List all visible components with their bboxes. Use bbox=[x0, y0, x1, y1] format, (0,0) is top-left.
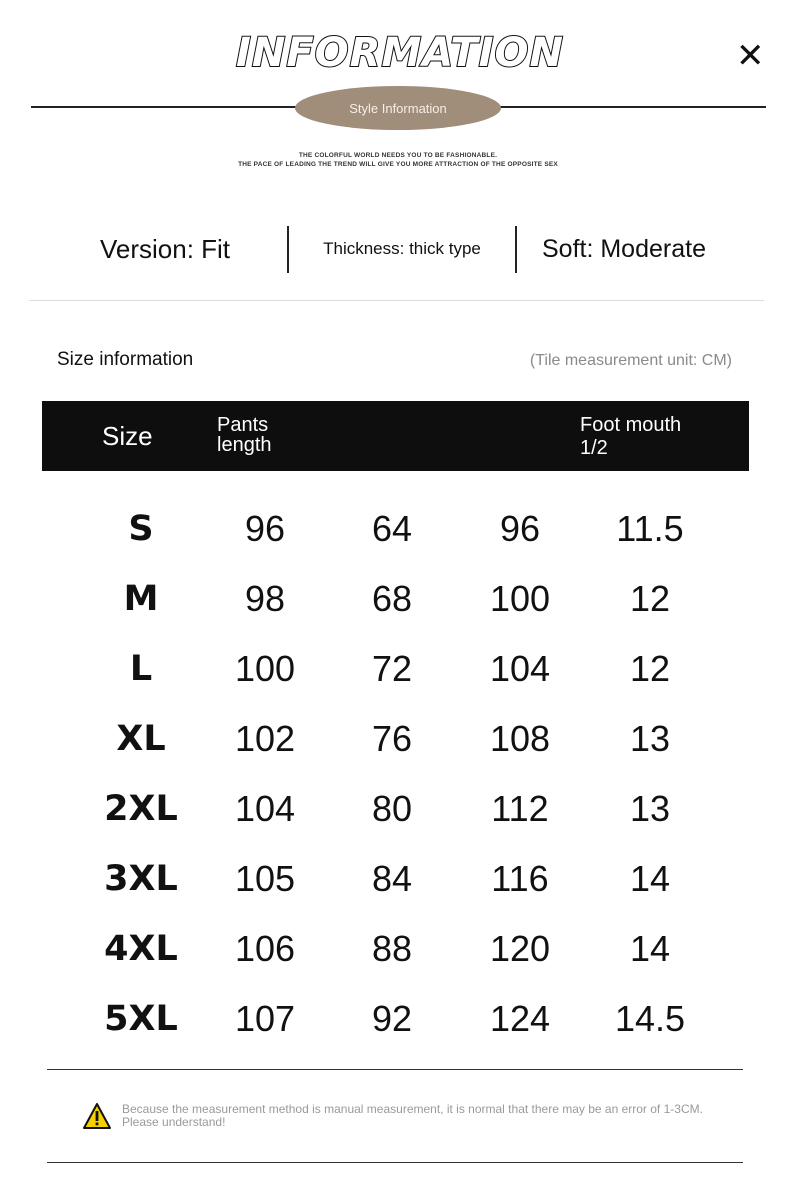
measurement-cell: 100 bbox=[489, 578, 551, 619]
disclaimer-line-1: Because the measurement method is manual measurement, it is normal that there may be an error of 1-3CM. bbox=[122, 1102, 703, 1116]
measurement-cell: 112 bbox=[491, 788, 549, 829]
tagline-line-2: THE PACE OF LEADING THE TREND WILL GIVE YOU MORE ATTRACTION OF THE OPPOSITE SEX bbox=[238, 161, 558, 168]
header-size: Size bbox=[102, 421, 153, 451]
measurement-cell: 68 bbox=[371, 578, 413, 619]
close-icon[interactable]: ✕ bbox=[736, 36, 765, 76]
measurement-cell: 108 bbox=[489, 718, 551, 759]
version-attribute: Version: Fit bbox=[99, 233, 231, 264]
header-pants-line-1: Pants bbox=[217, 414, 269, 436]
size-cell: 5XL bbox=[104, 999, 178, 1039]
foot-mouth-cell: 11.5 bbox=[616, 508, 684, 549]
measurement-cell: 80 bbox=[371, 788, 413, 829]
foot-mouth-cell: 12 bbox=[629, 648, 671, 689]
pants-length-cell: 102 bbox=[234, 718, 296, 759]
size-cell: S bbox=[128, 509, 154, 549]
pants-length-cell: 105 bbox=[234, 858, 296, 899]
measurement-cell: 104 bbox=[489, 648, 551, 689]
table-row bbox=[0, 634, 790, 704]
measurement-cell: 72 bbox=[371, 648, 413, 689]
header-foot-mouth bbox=[580, 414, 720, 460]
table-row bbox=[0, 564, 790, 634]
header-pants-line-2: length bbox=[217, 434, 272, 456]
table-row bbox=[0, 704, 790, 774]
size-cell: L bbox=[129, 649, 153, 689]
attribute-divider bbox=[515, 226, 517, 273]
header-pants-length bbox=[217, 415, 317, 455]
warning-icon bbox=[82, 1102, 112, 1130]
size-cell: 4XL bbox=[104, 929, 178, 969]
table-row bbox=[0, 494, 790, 564]
measurement-cell: 120 bbox=[489, 928, 551, 969]
measurement-cell: 88 bbox=[371, 928, 413, 969]
measurement-cell: 92 bbox=[371, 998, 413, 1039]
size-table-header bbox=[42, 401, 749, 471]
footer-divider-top bbox=[47, 1069, 743, 1070]
pants-length-cell: 107 bbox=[234, 998, 296, 1039]
header-foot-line-1: Foot mouth bbox=[580, 414, 682, 436]
pants-length-cell: 104 bbox=[234, 788, 296, 829]
measurement-cell: 116 bbox=[491, 858, 549, 899]
softness-attribute: Soft: Moderate bbox=[542, 234, 706, 263]
tagline bbox=[0, 151, 790, 169]
section-divider bbox=[29, 300, 764, 301]
foot-mouth-cell: 14 bbox=[629, 858, 671, 899]
page-title: INFORMATION bbox=[235, 30, 565, 76]
thickness-attribute: Thickness: thick type bbox=[323, 239, 481, 258]
table-row bbox=[0, 774, 790, 844]
foot-mouth-cell: 14 bbox=[629, 928, 671, 969]
measurement-cell: 64 bbox=[371, 508, 413, 549]
tagline-line-1: THE COLORFUL WORLD NEEDS YOU TO BE FASHIONABLE. bbox=[298, 152, 498, 159]
measurement-cell: 84 bbox=[371, 858, 413, 899]
badge-label: Style Information bbox=[349, 100, 447, 116]
pants-length-cell: 98 bbox=[244, 578, 286, 619]
style-information-badge bbox=[295, 86, 501, 130]
pants-length-cell: 106 bbox=[234, 928, 296, 969]
foot-mouth-cell: 14.5 bbox=[614, 998, 686, 1039]
pants-length-cell: 96 bbox=[244, 508, 286, 549]
attribute-divider bbox=[287, 226, 289, 273]
measurement-disclaimer bbox=[122, 1103, 722, 1129]
foot-mouth-cell: 13 bbox=[629, 718, 671, 759]
size-information-heading: Size information bbox=[57, 349, 194, 370]
header-foot-line-2: 1/2 bbox=[580, 437, 608, 459]
measurement-cell: 96 bbox=[499, 508, 541, 549]
size-cell: M bbox=[123, 579, 159, 619]
size-cell: XL bbox=[116, 719, 166, 759]
measurement-cell: 76 bbox=[371, 718, 413, 759]
pants-length-cell: 100 bbox=[234, 648, 296, 689]
foot-mouth-cell: 12 bbox=[629, 578, 671, 619]
size-cell: 3XL bbox=[104, 859, 178, 899]
disclaimer-line-2: Please understand! bbox=[122, 1115, 226, 1129]
measurement-unit-note: (Tile measurement unit: CM) bbox=[529, 352, 732, 369]
foot-mouth-cell: 13 bbox=[629, 788, 671, 829]
measurement-cell: 124 bbox=[489, 998, 551, 1039]
size-cell: 2XL bbox=[104, 789, 178, 829]
footer-divider-bottom bbox=[47, 1162, 743, 1163]
table-row bbox=[0, 984, 790, 1054]
table-row bbox=[0, 844, 790, 914]
table-row bbox=[0, 914, 790, 984]
